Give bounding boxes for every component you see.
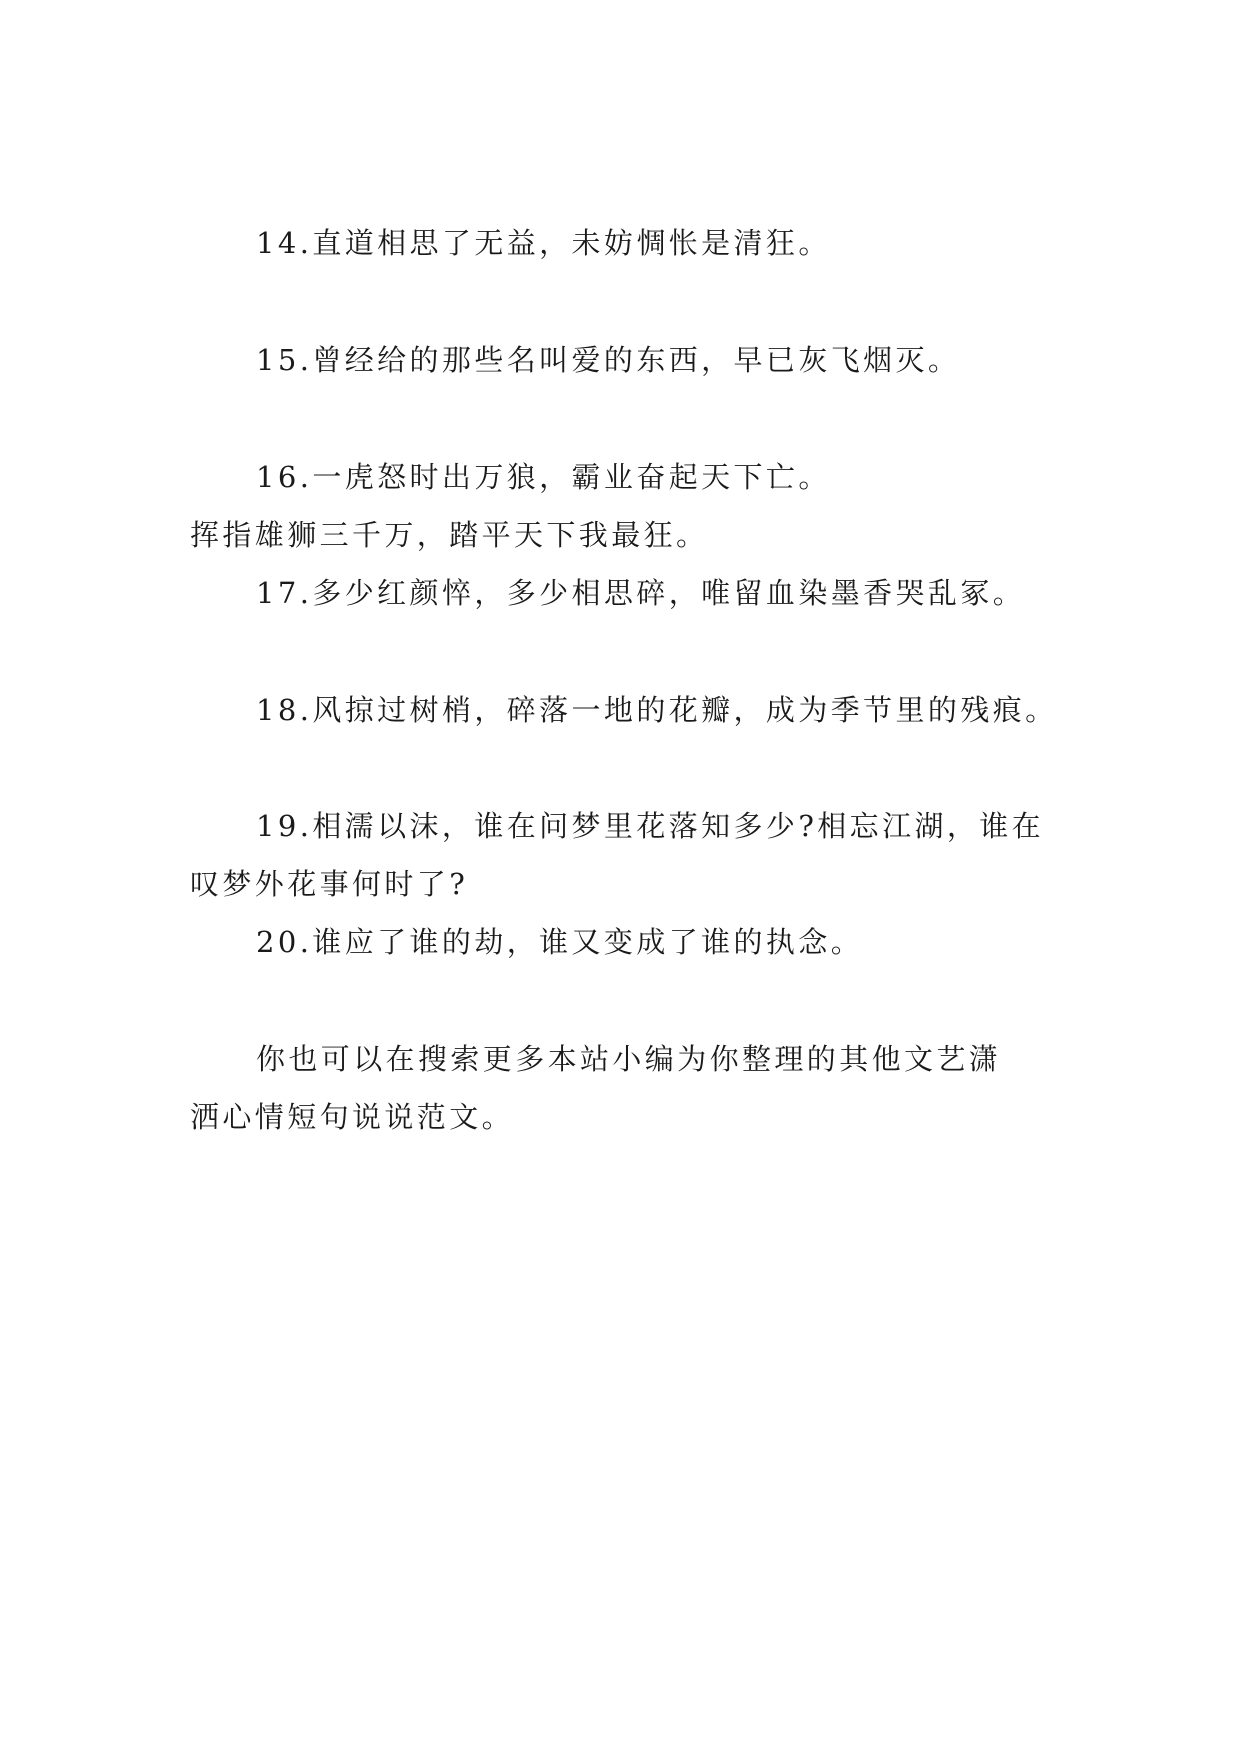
paragraph-16-line-2: 挥指雄狮三千万，踏平天下我最狂。 <box>190 518 709 552</box>
closing-line-2: 洒心情短句说说范文。 <box>190 1100 515 1134</box>
closing-line-1: 你也可以在搜索更多本站小编为你整理的其他文艺潇 <box>256 1042 1002 1076</box>
paragraph-17: 17.多少红颜悴，多少相思碎，唯留血染墨香哭乱冢。 <box>256 576 1026 610</box>
paragraph-14: 14.直道相思了无益，未妨惆怅是清狂。 <box>256 226 831 260</box>
paragraph-19-line-1: 19.相濡以沫，谁在问梦里花落知多少?相忘江湖，谁在 <box>256 809 1045 843</box>
paragraph-16-line-1: 16.一虎怒时出万狼，霸业奋起天下亡。 <box>256 460 831 494</box>
paragraph-20: 20.谁应了谁的劫，谁又变成了谁的执念。 <box>256 925 864 959</box>
paragraph-19-line-2: 叹梦外花事何时了? <box>190 867 469 901</box>
paragraph-18: 18.风掠过树梢，碎落一地的花瓣，成为季节里的残痕。 <box>256 693 1058 727</box>
paragraph-15: 15.曾经给的那些名叫爱的东西，早已灰飞烟灭。 <box>256 343 961 377</box>
